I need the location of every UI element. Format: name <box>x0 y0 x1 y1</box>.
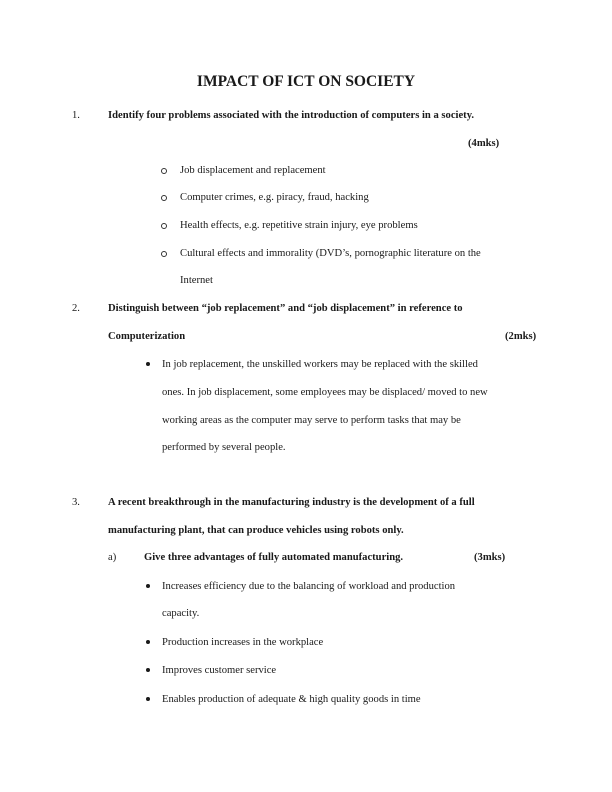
bullet-icon <box>146 697 150 701</box>
answer-item: Production increases in the workplace <box>162 637 324 648</box>
answer-item: Health effects, e.g. repetitive strain injury, eye problems <box>180 220 418 231</box>
question-text: A recent breakthrough in the manufacturing industry is the development of a full <box>108 497 475 508</box>
bullet-icon <box>146 584 150 588</box>
question-text: Identify four problems associated with the introduction of computers in a society. <box>108 110 475 121</box>
circle-bullet-icon <box>161 195 167 201</box>
circle-bullet-icon <box>161 251 167 257</box>
answer-item: Computer crimes, e.g. piracy, fraud, hacking <box>180 192 369 203</box>
answer-line: working areas as the computer may serve to perform tasks that may be <box>162 415 461 426</box>
bullet-icon <box>146 668 150 672</box>
answer-item-continued: capacity. <box>162 608 200 619</box>
bullet-icon <box>146 640 150 644</box>
answer-item-continued: Internet <box>180 275 213 286</box>
answer-line: performed by several people. <box>162 442 286 453</box>
sub-question-label: a) <box>108 552 117 563</box>
question-number: 1. <box>72 110 80 121</box>
question-number: 2. <box>72 303 80 314</box>
answer-line: ones. In job displacement, some employees may be displaced/ moved to new <box>162 387 488 398</box>
answer-item: Cultural effects and immorality (DVD’s, pornographic literature on the <box>180 248 481 259</box>
marks-label: (4mks) <box>468 138 500 149</box>
page-title: IMPACT OF ICT ON SOCIETY <box>196 73 416 90</box>
circle-bullet-icon <box>161 223 167 229</box>
answer-item: Improves customer service <box>162 665 277 676</box>
question-number: 3. <box>72 497 80 508</box>
answer-item: Enables production of adequate & high quality goods in time <box>162 694 421 705</box>
bullet-icon <box>146 362 150 366</box>
marks-label: (3mks) <box>474 552 506 563</box>
answer-line: In job replacement, the unskilled workers may be replaced with the skilled <box>162 359 478 370</box>
question-text: Distinguish between “job replacement” and “job displacement” in reference to <box>108 303 463 314</box>
sub-question-text: Give three advantages of fully automated manufacturing. <box>144 552 404 563</box>
answer-item: Increases efficiency due to the balancing of workload and production <box>162 581 456 592</box>
question-text: Computerization <box>108 331 186 342</box>
question-text: manufacturing plant, that can produce vehicles using robots only. <box>108 525 404 536</box>
marks-label: (2mks) <box>505 331 537 342</box>
circle-bullet-icon <box>161 168 167 174</box>
answer-item: Job displacement and replacement <box>180 165 326 176</box>
